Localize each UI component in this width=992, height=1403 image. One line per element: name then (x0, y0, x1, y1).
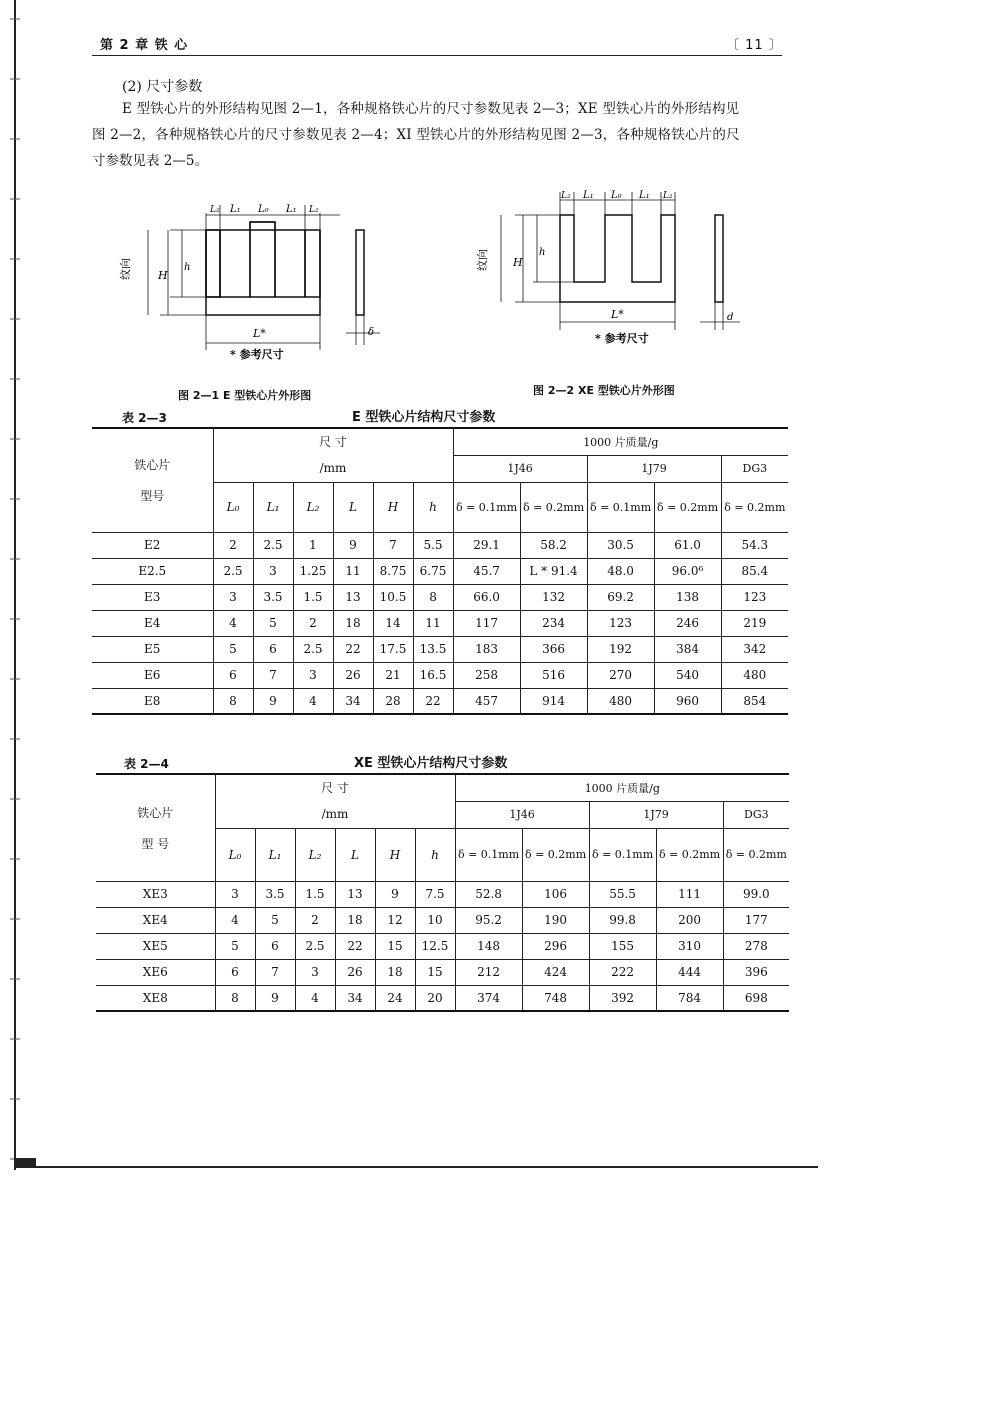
model-cell: E5 (92, 636, 213, 662)
value-cell: 7 (253, 662, 293, 688)
col-l: L (333, 482, 373, 532)
header-mass: 1000 片质量/g (455, 774, 789, 801)
value-cell: 16.5 (413, 662, 453, 688)
value-cell: 48.0 (587, 558, 654, 584)
value-cell: 4 (295, 985, 335, 1011)
value-cell: 177 (723, 907, 789, 933)
value-cell: 748 (522, 985, 589, 1011)
col-mass-2: δ = 0.2mm (520, 482, 587, 532)
table-e-body (92, 532, 788, 714)
label-l2: L₂ (561, 191, 571, 201)
value-cell: 155 (589, 933, 656, 959)
col-h: h (413, 482, 453, 532)
value-cell: 212 (455, 959, 522, 985)
value-cell: 9 (333, 532, 373, 558)
value-cell: 12 (375, 907, 415, 933)
value-cell: 190 (522, 907, 589, 933)
label-l1: L₁ (230, 204, 241, 215)
table-row (92, 662, 788, 688)
table-xe-body (96, 881, 789, 1011)
value-cell: 5 (255, 907, 295, 933)
model-cell: E4 (92, 610, 213, 636)
value-cell: 3 (253, 558, 293, 584)
value-cell: 28 (373, 688, 413, 714)
page-number: 〔 11 〕 (726, 38, 783, 53)
value-cell: 8 (215, 985, 255, 1011)
value-cell: 2 (293, 610, 333, 636)
value-cell: 3 (213, 584, 253, 610)
value-cell: 8 (413, 584, 453, 610)
value-cell: 424 (522, 959, 589, 985)
value-cell: 6 (253, 636, 293, 662)
table-row (92, 688, 788, 714)
col-H: H (375, 828, 415, 881)
label-d: d (727, 312, 734, 323)
col-mass-1: δ = 0.1mm (453, 482, 520, 532)
value-cell: 374 (455, 985, 522, 1011)
value-cell: 30.5 (587, 532, 654, 558)
paragraph-line-1: E 型铁心片的外形结构见图 2—1，各种规格铁心片的尺寸参数见表 2—3；XE 型铁心片的外形结构见 (122, 101, 740, 117)
label-l1b: L₁ (639, 190, 650, 201)
model-cell: E2.5 (92, 558, 213, 584)
table-2-4-label: 表 2—4 (124, 757, 169, 771)
value-cell: 8 (213, 688, 253, 714)
table-row (96, 881, 789, 907)
value-cell: 3.5 (255, 881, 295, 907)
value-cell: 2 (295, 907, 335, 933)
value-cell: 7 (255, 959, 295, 985)
value-cell: 4 (213, 610, 253, 636)
table-row (92, 558, 788, 584)
model-cell: E8 (92, 688, 213, 714)
label-l2b: L₂ (663, 191, 673, 201)
value-cell: 3 (295, 959, 335, 985)
model-cell: XE3 (96, 881, 215, 907)
value-cell: 45.7 (453, 558, 520, 584)
grain-label: 纹向 (119, 258, 132, 280)
xe-core-figure (475, 180, 745, 350)
model-cell: XE6 (96, 959, 215, 985)
value-cell: 392 (589, 985, 656, 1011)
binding-marks (10, 0, 20, 1170)
value-cell: 9 (375, 881, 415, 907)
value-cell: 2.5 (293, 636, 333, 662)
label-delta: δ (368, 327, 375, 338)
value-cell: 854 (721, 688, 788, 714)
value-cell: 26 (335, 959, 375, 985)
label-H: H (513, 256, 523, 269)
value-cell: 384 (654, 636, 721, 662)
model-cell: E6 (92, 662, 213, 688)
e-core-figure (110, 195, 400, 370)
grain-label: 纹向 (476, 249, 489, 271)
value-cell: 5.5 (413, 532, 453, 558)
value-cell: 5 (253, 610, 293, 636)
value-cell: 7.5 (415, 881, 455, 907)
value-cell: 13.5 (413, 636, 453, 662)
col-mass-5: δ = 0.2mm (723, 828, 789, 881)
value-cell: 55.5 (589, 881, 656, 907)
value-cell: 480 (721, 662, 788, 688)
value-cell: 117 (453, 610, 520, 636)
header-model: 铁心片 型 号 (96, 774, 215, 881)
value-cell: 26 (333, 662, 373, 688)
table-2-4-title: XE 型铁心片结构尺寸参数 (354, 756, 508, 771)
value-cell: 52.8 (455, 881, 522, 907)
value-cell: 698 (723, 985, 789, 1011)
header-1j79: 1J79 (589, 801, 723, 828)
label-l0: L₀ (611, 190, 622, 201)
table-row (92, 584, 788, 610)
value-cell: 200 (656, 907, 723, 933)
col-l2: L₂ (295, 828, 335, 881)
value-cell: 66.0 (453, 584, 520, 610)
label-H: H (158, 269, 168, 282)
label-l0: L₀ (258, 204, 269, 215)
value-cell: 270 (587, 662, 654, 688)
col-l0: L₀ (213, 482, 253, 532)
value-cell: 914 (520, 688, 587, 714)
label-l2: L₂ (210, 205, 220, 215)
value-cell: 34 (335, 985, 375, 1011)
value-cell: 8.75 (373, 558, 413, 584)
value-cell: 99.8 (589, 907, 656, 933)
value-cell: 13 (333, 584, 373, 610)
value-cell: 5 (213, 636, 253, 662)
ref-note: * 参考尺寸 (595, 332, 649, 345)
col-mass-4: δ = 0.2mm (654, 482, 721, 532)
value-cell: 18 (375, 959, 415, 985)
value-cell: 12.5 (415, 933, 455, 959)
value-cell: 246 (654, 610, 721, 636)
value-cell: 234 (520, 610, 587, 636)
value-cell: 9 (253, 688, 293, 714)
section-title: (2) 尺寸参数 (122, 79, 203, 95)
value-cell: 296 (522, 933, 589, 959)
header-1j46: 1J46 (453, 455, 587, 482)
value-cell: 10.5 (373, 584, 413, 610)
value-cell: 15 (415, 959, 455, 985)
col-mass-3: δ = 0.1mm (589, 828, 656, 881)
value-cell: 7 (373, 532, 413, 558)
col-mass-3: δ = 0.1mm (587, 482, 654, 532)
paragraph-line-3: 寸参数见表 2—5。 (92, 153, 208, 169)
value-cell: 222 (589, 959, 656, 985)
value-cell: 3 (293, 662, 333, 688)
value-cell: 123 (587, 610, 654, 636)
header-dg3: DG3 (721, 455, 788, 482)
value-cell: 20 (415, 985, 455, 1011)
value-cell: 784 (656, 985, 723, 1011)
col-l: L (335, 828, 375, 881)
col-mass-1: δ = 0.1mm (455, 828, 522, 881)
col-mass-5: δ = 0.2mm (721, 482, 788, 532)
header-dg3: DG3 (723, 801, 789, 828)
label-l1b: L₁ (286, 204, 297, 215)
col-mass-2: δ = 0.2mm (522, 828, 589, 881)
value-cell: 3 (215, 881, 255, 907)
value-cell: 516 (520, 662, 587, 688)
table-row (96, 959, 789, 985)
value-cell: 14 (373, 610, 413, 636)
value-cell: 310 (656, 933, 723, 959)
value-cell: 17.5 (373, 636, 413, 662)
value-cell: 444 (656, 959, 723, 985)
figure-2-1-caption: 图 2—1 E 型铁心片外形图 (178, 389, 312, 402)
value-cell: 11 (333, 558, 373, 584)
ref-note: * 参考尺寸 (230, 348, 284, 361)
value-cell: 2.5 (213, 558, 253, 584)
header-dims: 尺 寸 /mm (215, 774, 455, 828)
value-cell: 111 (656, 881, 723, 907)
header-model: 铁心片 型号 (92, 428, 213, 532)
value-cell: 69.2 (587, 584, 654, 610)
label-h: h (539, 247, 546, 258)
value-cell: 6 (213, 662, 253, 688)
value-cell: 2.5 (295, 933, 335, 959)
header-mass: 1000 片质量/g (453, 428, 788, 455)
header-dims: 尺 寸 /mm (213, 428, 453, 482)
value-cell: 960 (654, 688, 721, 714)
value-cell: 15 (375, 933, 415, 959)
table-xe-core (96, 773, 789, 1012)
value-cell: 3.5 (253, 584, 293, 610)
table-e-core (92, 427, 788, 715)
value-cell: 1 (293, 532, 333, 558)
value-cell: 4 (293, 688, 333, 714)
value-cell: 10 (415, 907, 455, 933)
table-2-3-label: 表 2—3 (122, 411, 167, 425)
value-cell: 148 (455, 933, 522, 959)
value-cell: 1.5 (293, 584, 333, 610)
value-cell: 6 (255, 933, 295, 959)
value-cell: 123 (721, 584, 788, 610)
value-cell: 457 (453, 688, 520, 714)
table-row (92, 636, 788, 662)
value-cell: 21 (373, 662, 413, 688)
col-H: H (373, 482, 413, 532)
value-cell: 106 (522, 881, 589, 907)
value-cell: 95.2 (455, 907, 522, 933)
figure-2-2-caption: 图 2—2 XE 型铁心片外形图 (533, 384, 675, 397)
value-cell: 18 (333, 610, 373, 636)
value-cell: 29.1 (453, 532, 520, 558)
value-cell: 219 (721, 610, 788, 636)
value-cell: 96.0⁶ (654, 558, 721, 584)
footer-rule (20, 1166, 818, 1168)
value-cell: 13 (335, 881, 375, 907)
value-cell: 34 (333, 688, 373, 714)
value-cell: 22 (413, 688, 453, 714)
value-cell: 480 (587, 688, 654, 714)
value-cell: 396 (723, 959, 789, 985)
value-cell: 366 (520, 636, 587, 662)
header-rule (92, 55, 782, 56)
value-cell: 58.2 (520, 532, 587, 558)
value-cell: 4 (215, 907, 255, 933)
value-cell: 2 (213, 532, 253, 558)
value-cell: 54.3 (721, 532, 788, 558)
header-1j79: 1J79 (587, 455, 721, 482)
model-cell: E3 (92, 584, 213, 610)
col-l2: L₂ (293, 482, 333, 532)
value-cell: 1.25 (293, 558, 333, 584)
value-cell: 342 (721, 636, 788, 662)
label-l1: L₁ (583, 190, 594, 201)
value-cell: 192 (587, 636, 654, 662)
value-cell: 6.75 (413, 558, 453, 584)
value-cell: 183 (453, 636, 520, 662)
value-cell: 24 (375, 985, 415, 1011)
model-cell: XE5 (96, 933, 215, 959)
col-l1: L₁ (255, 828, 295, 881)
model-cell: E2 (92, 532, 213, 558)
value-cell: 540 (654, 662, 721, 688)
value-cell: 5 (215, 933, 255, 959)
value-cell: 22 (335, 933, 375, 959)
table-row (92, 610, 788, 636)
col-l0: L₀ (215, 828, 255, 881)
label-l2b: L₂ (309, 205, 319, 215)
col-mass-4: δ = 0.2mm (656, 828, 723, 881)
label-h: h (184, 262, 191, 273)
value-cell: L * 91.4 (520, 558, 587, 584)
paragraph-line-2: 图 2—2，各种规格铁心片的尺寸参数见表 2—4；XI 型铁心片的外形结构见图 2—3，各种规格铁心片的尺 (92, 127, 740, 143)
label-L: L* (611, 308, 624, 321)
table-row (96, 907, 789, 933)
table-row (96, 985, 789, 1011)
label-L: L* (253, 327, 266, 340)
value-cell: 6 (215, 959, 255, 985)
value-cell: 22 (333, 636, 373, 662)
value-cell: 11 (413, 610, 453, 636)
value-cell: 85.4 (721, 558, 788, 584)
value-cell: 9 (255, 985, 295, 1011)
value-cell: 132 (520, 584, 587, 610)
value-cell: 258 (453, 662, 520, 688)
header-1j46: 1J46 (455, 801, 589, 828)
value-cell: 99.0 (723, 881, 789, 907)
chapter-header: 第 2 章 铁 心 (100, 38, 189, 53)
table-row (92, 532, 788, 558)
value-cell: 18 (335, 907, 375, 933)
model-cell: XE4 (96, 907, 215, 933)
col-h: h (415, 828, 455, 881)
value-cell: 1.5 (295, 881, 335, 907)
model-cell: XE8 (96, 985, 215, 1011)
table-2-3-title: E 型铁心片结构尺寸参数 (352, 410, 496, 425)
value-cell: 2.5 (253, 532, 293, 558)
col-l1: L₁ (253, 482, 293, 532)
value-cell: 138 (654, 584, 721, 610)
value-cell: 61.0 (654, 532, 721, 558)
value-cell: 278 (723, 933, 789, 959)
table-row (96, 933, 789, 959)
